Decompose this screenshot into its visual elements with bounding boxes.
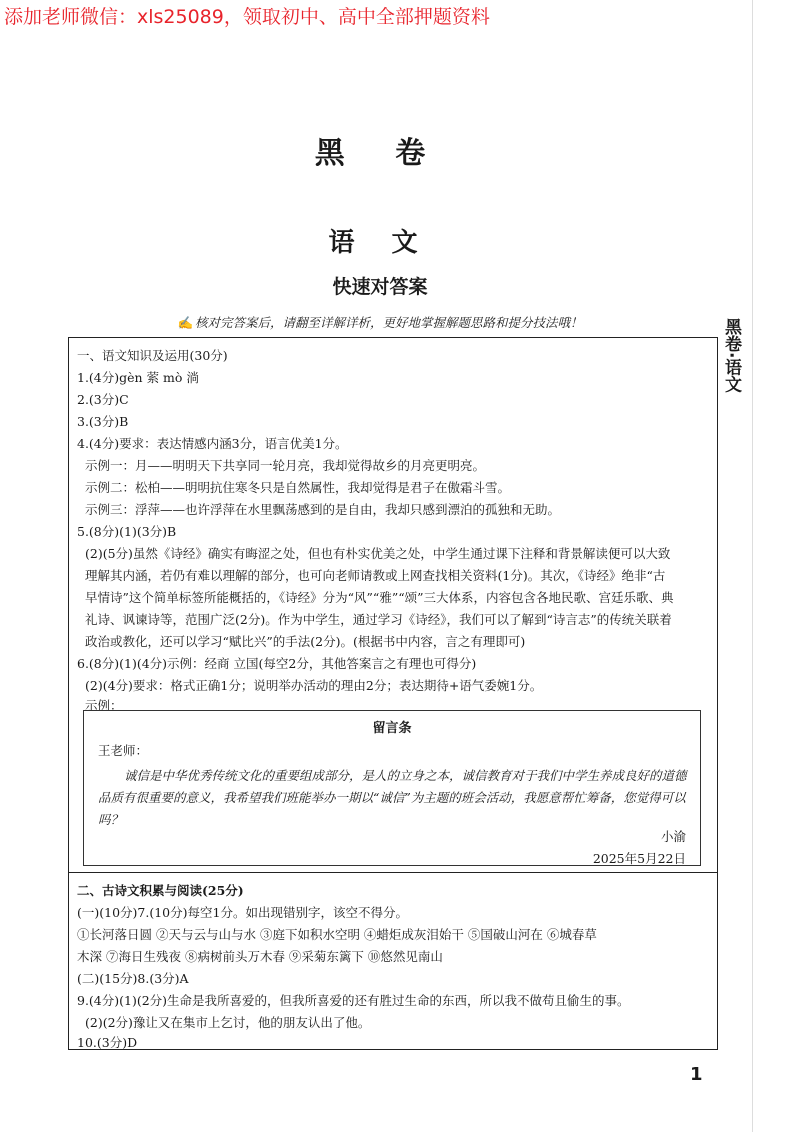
answer-line: 木深 ⑦海日生残夜 ⑧病树前头万木春 ⑨采菊东篱下 ⑩悠然见南山 bbox=[77, 949, 443, 964]
answer-line: 示例： bbox=[85, 698, 123, 713]
answer-line: 3.(3分)B bbox=[77, 414, 129, 429]
message-note-box bbox=[83, 710, 701, 866]
tip-line bbox=[0, 313, 760, 331]
answer-line: 示例一：月——明明天下共享同一轮月亮，我却觉得故乡的月亮更明亮。 bbox=[85, 458, 486, 473]
answer-line: 2.(3分)C bbox=[77, 392, 129, 407]
answer-line: 9.(4分)(1)(2分)生命是我所喜爱的，但我所喜爱的还有胜过生命的东西，所以我不做苟且偷生的事。 bbox=[77, 993, 630, 1008]
answer-line: ①长河落日圆 ②天与云与山与水 ③庭下如积水空明 ④蜡炬成灰泪始干 ⑤国破山河在 ⑥城春草 bbox=[77, 927, 597, 942]
answer-line: 理解其内涵，若仍有难以理解的部分，也可向老师请教或上网查找相关资料(1分)。其次，《诗经》绝非“古 bbox=[85, 568, 666, 583]
answer-line: 示例二：松柏——明明抗住寒冬只是自然属性，我却觉得是君子在傲霜斗雪。 bbox=[85, 480, 511, 495]
note-signature: 小渝 bbox=[660, 829, 686, 844]
tip-text: 核对完答案后，请翻至详解详析，更好地掌握解题思路和提分技法哦！ bbox=[195, 315, 583, 330]
answer-line: (2)(2分)豫让又在集市上乞讨，他的朋友认出了他。 bbox=[85, 1015, 371, 1030]
section-1-box bbox=[68, 337, 718, 873]
answer-line: (2)(5分)虽然《诗经》确实有晦涩之处，但也有朴实优美之处，中学生通过课下注释和背景解读便可以大致 bbox=[85, 546, 671, 561]
note-recipient: 王老师： bbox=[98, 743, 149, 758]
answer-line: 示例三：浮萍——也许浮萍在水里飘荡感到的是自由，我却只感到漂泊的孤独和无助。 bbox=[85, 502, 561, 517]
section-heading: 一、语文知识及运用(30分) bbox=[77, 348, 228, 363]
section-2-box bbox=[68, 873, 718, 1050]
note-date: 2025年5月22日 bbox=[592, 851, 686, 866]
page-number: 1 bbox=[690, 1064, 703, 1085]
answer-line: (2)(4分)要求：格式正确1分；说明举办活动的理由2分；表达期待+语气委婉1分。 bbox=[85, 678, 543, 693]
answer-key-title: 快速对答案 bbox=[332, 276, 428, 298]
section-heading: 二、古诗文积累与阅读(25分) bbox=[77, 883, 244, 898]
note-title: 留言条 bbox=[372, 721, 412, 736]
answer-line: 礼诗、讽谏诗等，范围广泛(2分)。作为中学生，通过学习《诗经》，我们可以了解到“诗言志”的传统关联着 bbox=[85, 612, 672, 627]
answer-line: 5.(8分)(1)(3分)B bbox=[77, 524, 177, 539]
note-body: 诚信是中华优秀传统文化的重要组成部分，是人的立身之本，诚信教育对于我们中学生养成良好的道德品质有很重要的意义，我希望我们班能举办一期以“诚信”为主题的班会活动，我愿意帮忙筹备，您觉得可以吗？ bbox=[98, 768, 687, 827]
answer-line: 1.(4分)gèn 萦 mò 淌 bbox=[77, 370, 199, 385]
pencil-hand-icon: ✍ bbox=[177, 315, 194, 330]
answer-line: 4.(4分)要求：表达情感内涵3分，语言优美1分。 bbox=[77, 436, 348, 451]
exam-title: 黑 卷 bbox=[314, 136, 446, 171]
side-tab-label bbox=[716, 318, 746, 392]
answer-line: 6.(8分)(1)(4分)示例：经商 立国(每空2分，其他答案言之有理也可得分) bbox=[77, 656, 477, 671]
answer-line: (一)(10分)7.(10分)每空1分。如出现错别字，该空不得分。 bbox=[77, 905, 408, 920]
answer-line: 10.(3分)D bbox=[77, 1035, 138, 1050]
watermark-text: 添加老师微信：xls25089，领取初中、高中全部押题资料 bbox=[4, 6, 490, 28]
subject-title: 语 文 bbox=[328, 228, 432, 258]
answer-line: (二)(15分)8.(3分)A bbox=[77, 971, 189, 986]
side-tab-text: 黑卷·语文 bbox=[721, 318, 741, 393]
answer-line: 早情诗”这个简单标签所能概括的，《诗经》分为“风”“雅”“颂”三大体系，内容包含各地民歌、宫廷乐歌、典 bbox=[85, 590, 674, 605]
answer-line: 政治或教化，还可以学习“赋比兴”的手法(2分)。(根据书中内容，言之有理即可) bbox=[85, 634, 526, 649]
